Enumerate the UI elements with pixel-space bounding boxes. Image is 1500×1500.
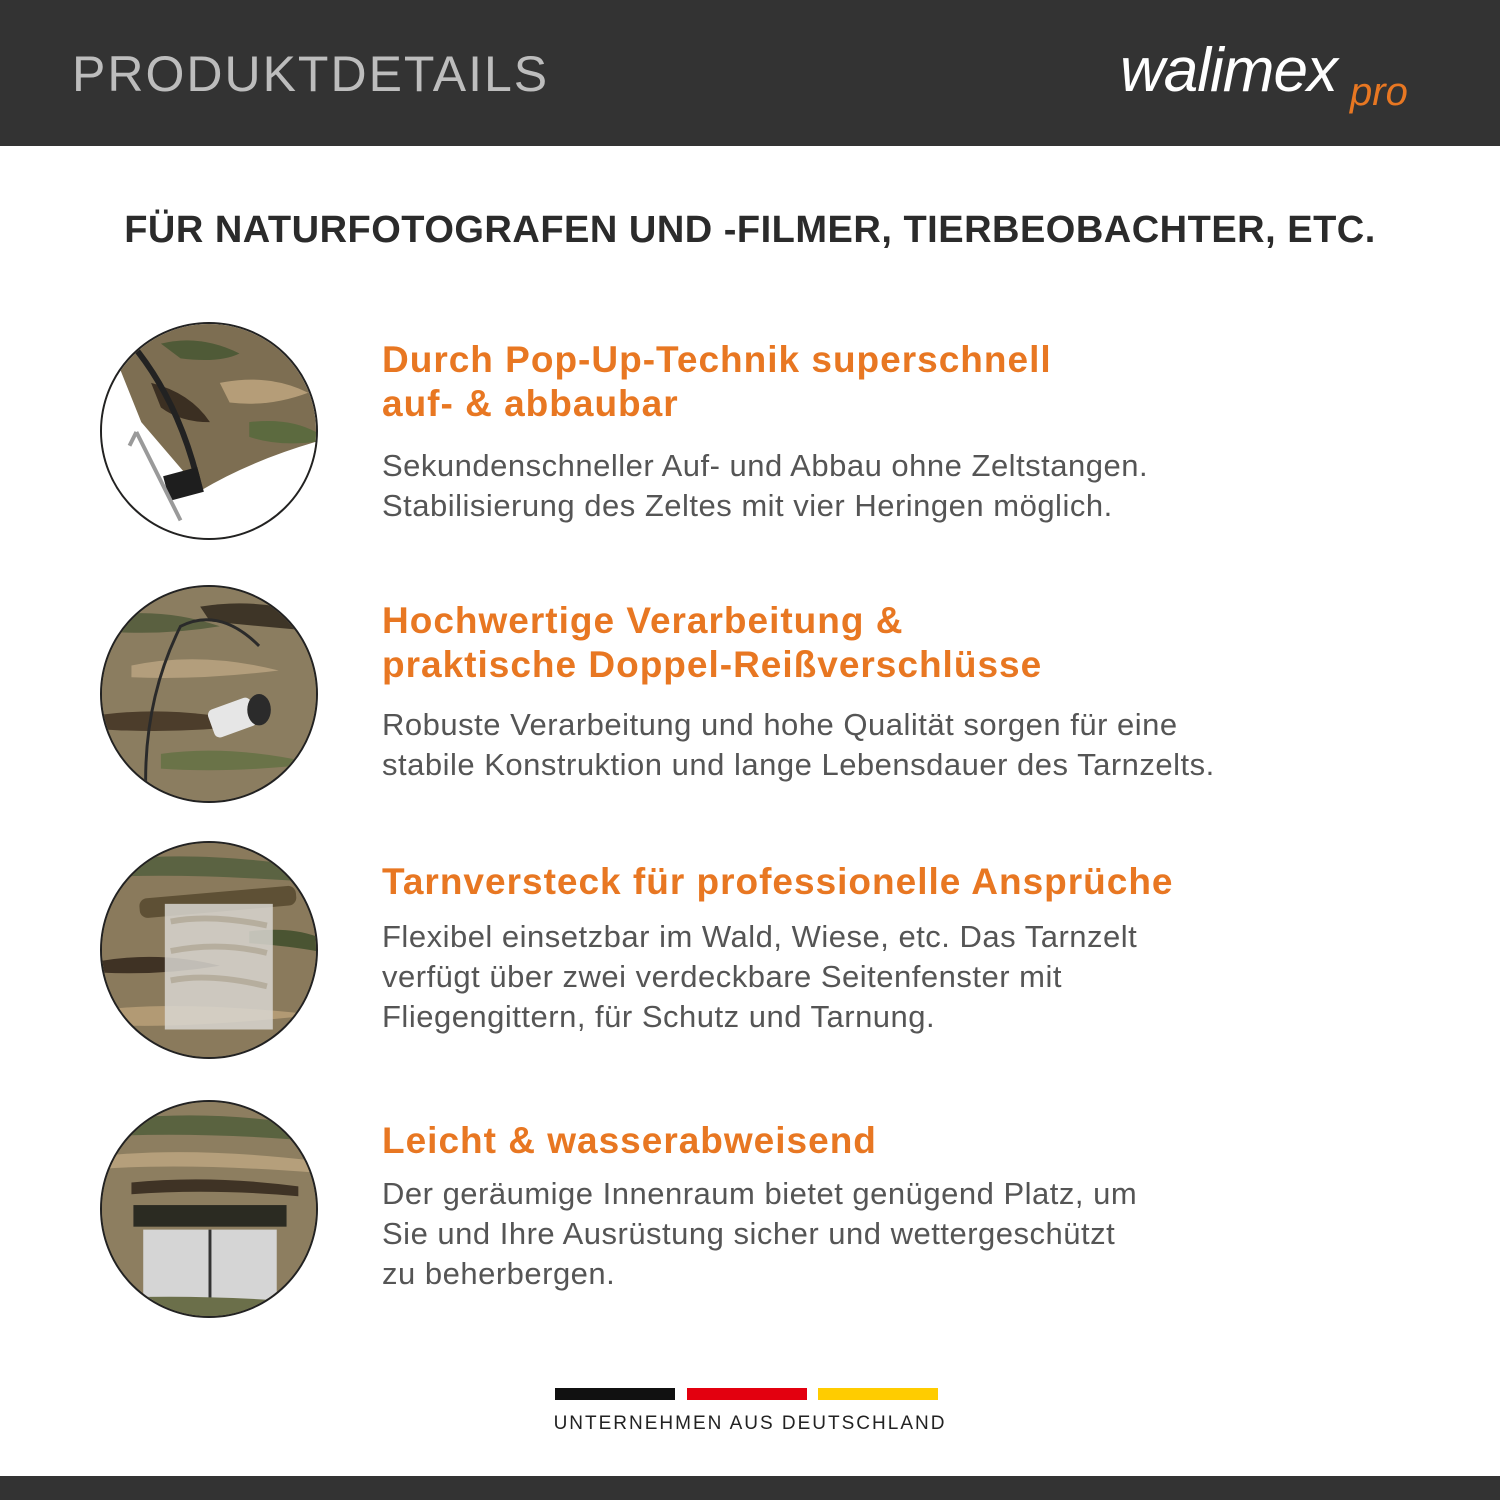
logo-sub-text: pro [1350,70,1408,114]
logo-main-text: walimex [1120,36,1337,105]
camo-tent-entrance-image [102,1102,316,1316]
feature-image-popup [100,322,318,540]
feature-title: Durch Pop-Up-Technik superschnell auf- & abbaubar [382,339,1052,424]
flag-stripe-black [555,1388,675,1400]
feature-title: Tarnversteck für professionelle Ansprüche [382,861,1174,902]
brand-logo [1120,30,1440,120]
feature-title: Hochwertige Verarbeitung & praktische Doppel-Reißverschlüsse [382,600,1043,685]
made-in-germany-badge: UNTERNEHMEN AUS DEUTSCHLAND [553,1413,947,1434]
camo-tent-corner-image [102,324,316,538]
feature-description: Der geräumige Innenraum bietet genügend Platz, um Sie und Ihre Ausrüstung sicher und wettergeschützt zu beherbergen. [382,1176,1138,1291]
header-bar [0,0,1500,146]
page-headline: FÜR NATURFOTOGRAFEN UND -FILMER, TIERBEOBACHTER, ETC. [124,209,1376,251]
feature-description: Sekundenschneller Auf- und Abbau ohne Zeltstangen. Stabilisierung des Zeltes mit vier Heringen möglich. [382,448,1149,523]
feature-image-quality [100,585,318,803]
footer-bar [0,1476,1500,1500]
feature-description: Flexibel einsetzbar im Wald, Wiese, etc. Das Tarnzelt verfügt über zwei verdeckbare Seitenfenster mit Fliegengittern, für Schutz und Tarnung. [382,919,1138,1034]
flag-stripe-gold [818,1388,938,1400]
feature-image-waterproof [100,1100,318,1318]
flag-stripe-red [687,1388,807,1400]
camo-tent-lens-image [102,587,316,801]
feature-title: Leicht & wasserabweisend [382,1120,877,1161]
feature-description: Robuste Verarbeitung und hohe Qualität sorgen für eine stabile Konstruktion und lange Lebensdauer des Tarnzelts. [382,707,1215,782]
header-title: PRODUKTDETAILS [72,46,550,102]
camo-tent-window-image [102,843,316,1057]
feature-image-camouflage [100,841,318,1059]
